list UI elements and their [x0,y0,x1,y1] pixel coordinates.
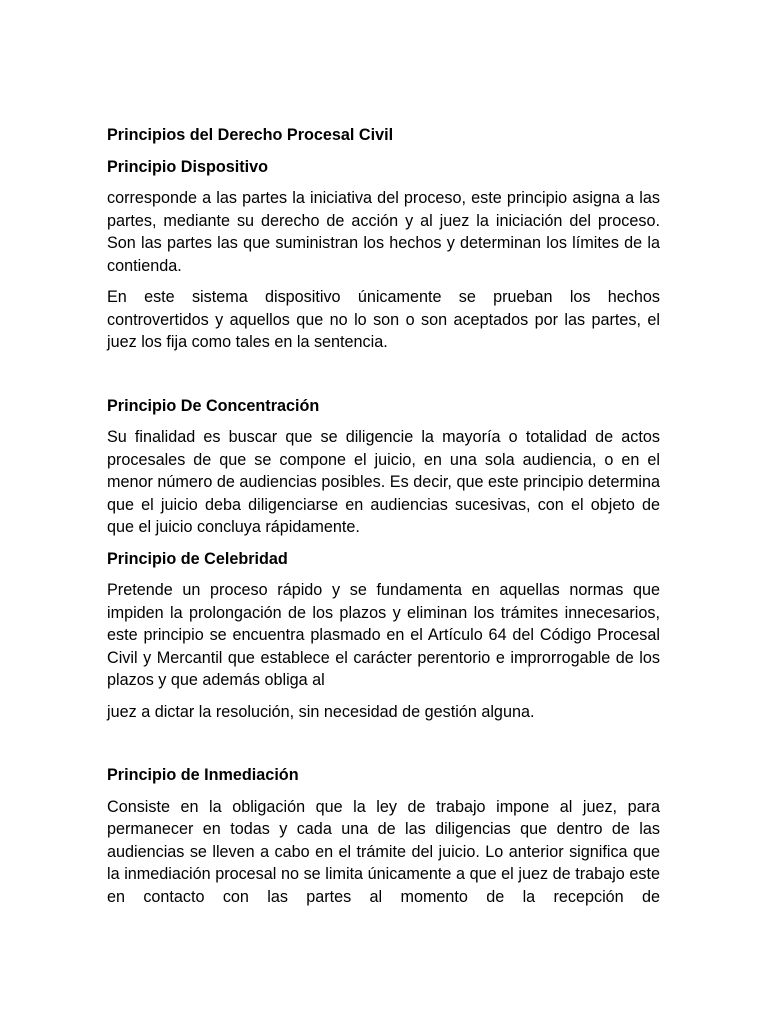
paragraph: juez a dictar la resolución, sin necesidad de gestión alguna. [107,702,535,721]
paragraph: En este sistema dispositivo únicamente se prueban los hechos controvertidos y aquellos que no lo son o son aceptados por las partes, el juez los fija como tales en la sentencia. [107,288,660,351]
section-heading-celebridad: Principio de Celebridad [107,549,288,568]
paragraph: Pretende un proceso rápido y se fundamenta en aquellas normas que impiden la prolongación de los plazos y eliminan los trámites innecesarios, este principio se encuentra plasmado en el Artículo 64 del Código Procesal Civil y Mercantil que establece el carácter perentorio e improrrogable de los plazos y que además obliga al [107,581,660,689]
section-heading-inmediacion: Principio de Inmediación [107,766,299,784]
paragraph: corresponde a las partes la iniciativa del proceso, este principio asigna a las partes, mediante su derecho de acción y al juez la iniciación del proceso. Son las partes las que suministran los hechos y determinan los límites de la contienda. [107,189,660,275]
section-heading-concentracion: Principio De Concentración [107,396,320,415]
section-heading-dispositivo: Principio Dispositivo [107,157,268,176]
document-page [107,124,660,908]
paragraph: Su finalidad es buscar que se diligencie la mayoría o totalidad de actos procesales de que se compone el juicio, en una sola audiencia, o en el menor número de audiencias posibles. Es decir, que este principio determina que el juicio deba diligenciarse en audiencias sucesivas, con el objeto de que el juicio concluya rápidamente. [107,428,660,536]
paragraph: Consiste en la obligación que la ley de trabajo impone al juez, para permanecer en todas y cada una de las diligencias que dentro de las audiencias se lleven a cabo en el trámite del juicio. Lo anterior significa que la inmediación procesal no se limita únicamente a que el juez de trabajo este en contacto con las partes al momento de la recepción de [107,797,660,906]
document-title: Principios del Derecho Procesal Civil [107,126,394,144]
